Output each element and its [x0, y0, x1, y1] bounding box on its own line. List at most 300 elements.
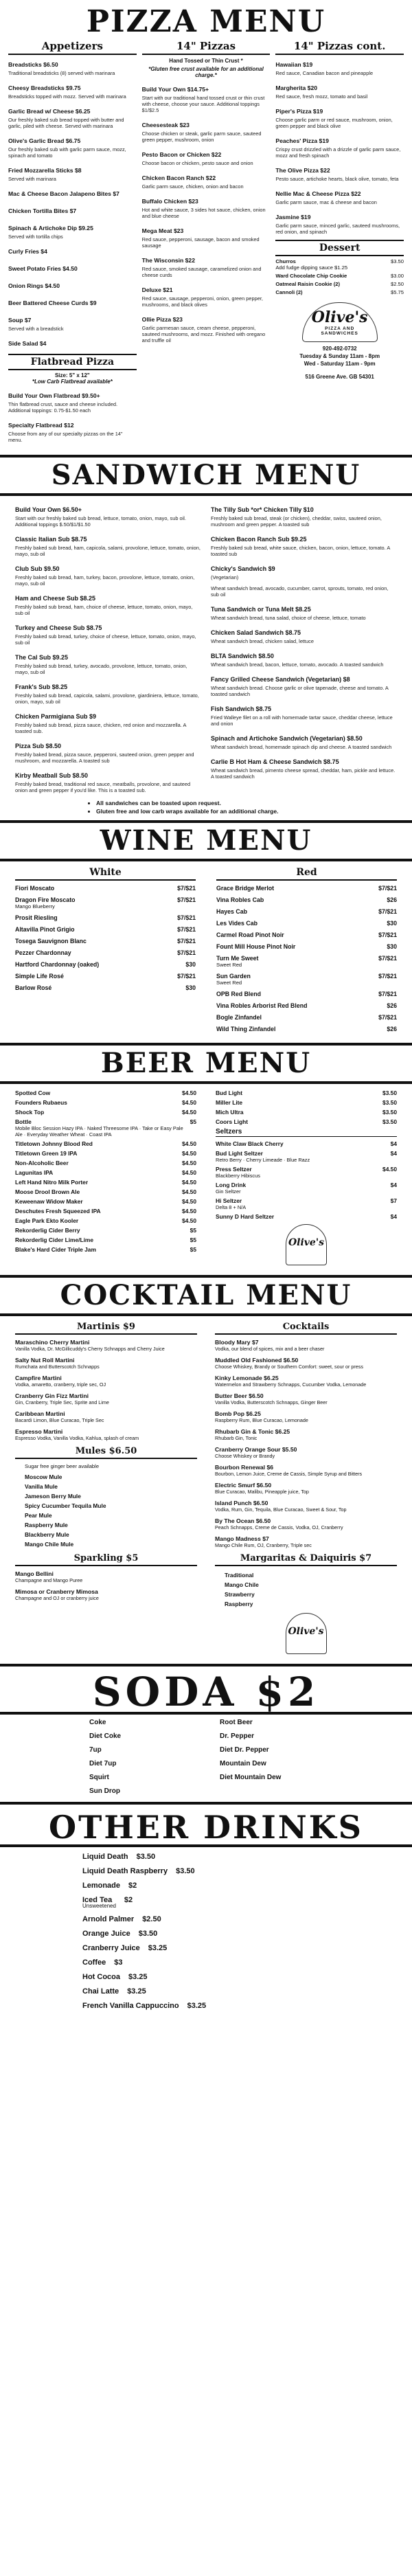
red-wine-name: Sun Garden Sweet Red [216, 973, 251, 986]
sandwich-item [15, 591, 201, 616]
sandwich-item-desc: Freshly baked sub bread, turkey, choice of cheese, lettuce, tomato, onion, mayo, sub oil [15, 633, 196, 646]
sandwich-item-name: The Tilly Sub *or* Chicken Tilly [211, 506, 302, 513]
pizza-item-line [142, 224, 271, 236]
appetizer-item-price: $9.75 [64, 84, 81, 91]
white-wine-name: Pezzer Chardonnay [15, 949, 71, 956]
seltzer-name: Press Seltzer Blackberry Hibiscus [216, 1166, 260, 1179]
pizza-cont-item-line [275, 163, 404, 176]
pizza-item-price: $22 [183, 257, 195, 264]
red-wine-item [216, 955, 397, 968]
martini-desc: Rumchata and Butterscotch Schnapps [15, 1364, 100, 1370]
soda-item [220, 1787, 323, 1795]
other-drink-item [82, 1930, 330, 1938]
martini-item [15, 1339, 197, 1352]
appetizer-item-price: $7 [111, 190, 119, 197]
dessert-name: Oatmeal Raisin Cookie (2) [275, 281, 341, 287]
sandwich-item-line [211, 503, 397, 515]
dessert-price: $3.50 [391, 258, 404, 264]
other-drink-item [82, 1958, 330, 1967]
beer-price: $4.50 [182, 1140, 196, 1147]
pizza-cont-item-name: Jasmine [275, 214, 299, 221]
white-wine-price: $30 [185, 961, 196, 968]
sandwich-item-line [211, 532, 397, 545]
pizza-cont-item-desc: Red sauce, Canadian bacon and pineapple [275, 70, 374, 76]
seltzer-item [216, 1150, 397, 1163]
appetizer-item-desc: Our freshly baked sub with garlic parm sauce, mozz, spinach and tomato [8, 146, 126, 159]
sandwich-item-desc: Wheat sandwich bread, homemade spinach dip and cheese. A toasted sandwich [211, 744, 392, 750]
red-wine-name: OPB Red Blend [216, 991, 262, 997]
pizza-item-line [142, 313, 271, 325]
pizza-section [0, 40, 412, 448]
white-wine-price: $30 [185, 984, 196, 991]
appetizers-column [8, 40, 137, 448]
flatbread-item-price: $12 [62, 422, 74, 429]
appetizer-item-line [8, 296, 137, 308]
appetizer-item [8, 204, 137, 216]
sandwich-item-line [15, 503, 201, 515]
pizza-item-desc: Red sauce, pepperoni, sausage, bacon and smoked sausage [141, 236, 260, 249]
cocktail-item [215, 1339, 397, 1352]
white-wine-price: $7/$21 [177, 938, 196, 945]
martini-name: Maraschino Cherry Martini [15, 1339, 90, 1346]
red-wine-item [216, 908, 397, 915]
pizza-item-desc: Red sauce, sausage, pepperoni, onion, green pepper, mushrooms, and black olives [141, 295, 263, 308]
logo-subtext: PIZZA AND SANDWICHES [321, 326, 358, 336]
red-wine-name: Les Vides Cab [216, 920, 258, 927]
mule-item: Mango Chile Mule [25, 1541, 74, 1548]
pizza-cont-item-desc: Pesto sauce, artichoke hearts, black olive, tomato, feta [275, 176, 399, 182]
sandwich-item-desc: Freshly baked sub bread, white sauce, chicken, bacon, onion, lettuce, tomato. A toasted sub [211, 545, 390, 557]
pizza-cont-item-desc: Garlic parm sauce, mac & cheese and bacon [275, 199, 377, 205]
martini-desc: Espresso Vodka, Vanilla Vodka, Kahlua, splash of cream [15, 1435, 139, 1441]
other-drinks-section [0, 1847, 412, 2022]
appetizer-item-price: $4 [38, 248, 47, 255]
flatbread-item [8, 389, 137, 414]
appetizer-item [8, 262, 137, 274]
martini-name: Cranberry Gin Fizz Martini [15, 1392, 89, 1399]
mules-heading: Mules $6.50 [15, 1446, 197, 1459]
sandwich-item [211, 562, 397, 580]
sandwich-item-desc: Start with our freshly baked sub bread, lettuce, tomato, onion, mayo, sub oil. Additional toppings $.50/$1/$1.50 [15, 515, 186, 528]
red-wine-item [216, 885, 397, 892]
sandwich-item-desc: Freshly baked sub bread, turkey, avocado, provolone, lettuce, tomato, onion, mayo, sub oil [15, 663, 187, 675]
beer-name: Left Hand Nitro Milk Porter [15, 1179, 89, 1186]
white-wine-heading: White [15, 867, 196, 881]
pizza-cont-item-price: $19 [301, 61, 313, 68]
seltzer-sub: Gin Seltzer [216, 1188, 241, 1195]
sandwich-item-name: Pizza Sub [15, 743, 45, 749]
pizza-cont-item-line [275, 104, 404, 117]
white-wine-price: $7/$21 [177, 973, 196, 980]
seltzer-price: $4 [390, 1150, 397, 1157]
beer-item [15, 1208, 196, 1214]
other-drink-price: $3.25 [187, 2002, 207, 2010]
margarita-item: Raspberry [225, 1601, 253, 1607]
sandwich-item [211, 732, 397, 750]
cocktail-banner: COCKTAIL MENU [0, 1275, 412, 1316]
appetizer-item [8, 81, 137, 100]
sandwich-item-price: $8.75 [69, 536, 87, 543]
cocktail-desc: Blue Curacao, Malibu, Pineapple juice, Top [215, 1489, 309, 1495]
cocktail-desc: Vanilla Vodka, Butterscotch Schnapps, Ginger Beer [215, 1399, 328, 1405]
dessert-heading: Dessert [275, 240, 404, 256]
beer-price: $4.50 [182, 1089, 196, 1096]
other-drink-item [82, 1853, 330, 1861]
other-drink-item [82, 1896, 330, 1909]
sandwich-item-name: Turkey and Cheese Sub [15, 624, 85, 631]
sandwich-item-desc: Wheat sandwich bread, pimento cheese spread, cheddar, ham, pickle and lettuce. A toasted sandwich [211, 767, 396, 780]
appetizer-item-desc: Served with marinara [8, 176, 56, 182]
beer-price: $4.50 [182, 1160, 196, 1166]
pizza-item-desc: Start with our traditional hand tossed crust or thin crust with cheese, choose your sauce. Additional toppings $1/$2.5 [141, 95, 265, 113]
pizza-item [142, 313, 271, 343]
cocktail-desc: Bourbon, Lemon Juice, Creme de Cassis, Simple Syrup and Bitters [215, 1471, 363, 1477]
appetizer-item-line [8, 163, 137, 176]
pizza-item-price: $22 [204, 174, 216, 181]
white-wine-price: $7/$21 [177, 949, 196, 956]
sandwich-item-price: $9 [266, 565, 275, 572]
seltzers-heading: Seltzers [216, 1128, 397, 1137]
beer-item [15, 1099, 196, 1106]
flatbread-item [8, 418, 137, 443]
phone: 920-492-0732 [322, 346, 357, 352]
red-wine-name: Vina Robles Arborist Red Blend [216, 1002, 308, 1009]
sandwich-item-line [211, 562, 397, 574]
sandwich-item-name: Chicken Bacon Ranch Sub [211, 536, 290, 543]
beer-name: Titletown Green 19 IPA [15, 1150, 78, 1157]
pizza-cont-item [275, 187, 404, 205]
red-wine-price: $26 [387, 896, 397, 903]
white-wine-name: Prosit Riesling [15, 914, 58, 921]
sandwich-item-price: $8.75 [284, 629, 301, 636]
appetizer-item-price: $6.25 [73, 108, 91, 115]
beer-name: Moose Drool Brown Ale [15, 1188, 80, 1195]
domestic-beer-price: $3.50 [382, 1109, 397, 1116]
martini-desc: Bacardi Limon, Blue Curacao, Triple Sec [15, 1417, 104, 1423]
mule-item: Raspberry Mule [25, 1522, 68, 1528]
beer-item [15, 1150, 196, 1157]
cocktail-name: Mango Madness $7 [215, 1535, 269, 1542]
white-wine-item [15, 949, 196, 956]
cocktail-desc: Watermelon and Strawberry Schnapps, Cucumber Vodka, Lemonade [215, 1381, 367, 1388]
seltzer-item [216, 1166, 397, 1179]
appetizer-item-name: Chicken Tortilla Bites [8, 207, 69, 214]
martini-item [15, 1428, 197, 1441]
martini-name: Campfire Martini [15, 1375, 62, 1381]
pizza-cont-item-name: The Olive Pizza [275, 167, 319, 174]
pizza-item-desc: Red sauce, smoked sausage, caramelized onion and cheese curds [141, 266, 262, 278]
sandwich-banner: SANDWICH MENU [0, 455, 412, 496]
sandwich-item [15, 769, 201, 793]
other-drink-name: Orange Juice [82, 1930, 130, 1938]
white-wine-name: Hartford Chardonnay (oaked) [15, 961, 100, 968]
beer-price: $5 [190, 1227, 196, 1234]
pizza-cont-item-desc: Red sauce, fresh mozz, tomato and basil [275, 93, 368, 100]
sparkling-heading: Sparkling $5 [15, 1553, 197, 1566]
martinis-heading: Martinis $9 [15, 1322, 197, 1335]
cocktail-desc: Raspberry Rum, Blue Curacao, Lemonade [215, 1417, 308, 1423]
appetizer-item-line [8, 279, 137, 291]
pizza-item-name: Cheesesteak [141, 122, 179, 128]
red-wine-item [216, 973, 397, 986]
sandwich-item-desc: Wheat sandwich bread, tuna salad, choice of cheese, lettuce, tomato [211, 615, 366, 621]
pizza-item-price: $22 [209, 151, 222, 158]
seltzer-sub: Blackberry Hibiscus [216, 1173, 260, 1179]
cocktail-item [215, 1517, 397, 1530]
seltzer-sub: Delta 8 + N/A [216, 1204, 247, 1210]
seltzer-price: $7 [390, 1197, 397, 1204]
beer-price: $5 [190, 1246, 196, 1253]
appetizer-item [8, 337, 137, 349]
white-wine-price: $7/$21 [177, 896, 196, 903]
appetizer-item-line [8, 337, 137, 349]
flatbread-item-name: Build Your Own Flatbread [8, 392, 80, 399]
beer-price: $4.50 [182, 1217, 196, 1224]
appetizer-item-name: Sweet Potato Fries [8, 265, 61, 272]
pizzas-cont-column [275, 40, 404, 448]
pizza-cont-item-price: $20 [306, 84, 318, 91]
seltzer-name: Long Drink Gin Seltzer [216, 1182, 247, 1195]
appetizer-item [8, 163, 137, 182]
other-drink-price: $3 [114, 1958, 123, 1967]
sandwich-item-line [15, 769, 201, 781]
appetizer-item-price: $4.50 [60, 265, 78, 272]
pizza-item-price: $23 [171, 316, 183, 323]
red-wine-name: Grace Bridge Merlot [216, 885, 275, 892]
martini-name: Salty Nut Roll Martini [15, 1357, 75, 1364]
soda-item: Root Beer [220, 1719, 253, 1726]
appetizer-item-line [8, 187, 137, 199]
red-wine-name: Vina Robles Cab [216, 896, 264, 903]
red-wine-price: $7/$21 [378, 931, 397, 938]
pizza-cont-item [275, 81, 404, 100]
sandwich-item [15, 710, 201, 734]
beer-name: Rekorderlig Cider Berry [15, 1227, 80, 1234]
sandwich-item-desc: (Vegetarian) [211, 574, 239, 580]
sandwich-item-price: $8.75 [84, 624, 102, 631]
sandwich-item-desc: Wheat sandwich bread, bacon, lettuce, tomato, avocado. A toasted sandwich [211, 662, 384, 668]
pizza-item [142, 171, 271, 190]
pizza-cont-item-price: $19 [317, 137, 329, 144]
appetizer-item-desc: Served with a breadstick [8, 326, 64, 332]
red-wine-price: $7/$21 [378, 955, 397, 962]
beer-sub: Mobile Bloc Session Hazy IPA · Naked Threesome IPA · Take or Easy Pale Ale · Everyday Weather Wheat · Coast IPA [15, 1125, 183, 1138]
wine-section [0, 861, 412, 1043]
cocktail-desc: Vodka, our blend of spices, mix and a beer chaser [215, 1346, 325, 1352]
sandwich-item-price: $8 [341, 676, 350, 683]
domestic-beer-name: Mich Ultra [216, 1109, 244, 1116]
other-drink-name: Coffee [82, 1958, 106, 1967]
pizza-item-line [142, 82, 271, 95]
flatbread-size: Size: 5" x 12" [54, 372, 90, 379]
other-drink-item [82, 1867, 330, 1875]
beer-name: Rekorderlig Cider Lime/Lime [15, 1236, 94, 1243]
red-wine-sub: Sweet Red [216, 962, 242, 968]
pizza-cont-item-name: Hawaiian [275, 61, 301, 68]
appetizer-item-price: $6.75 [64, 137, 81, 144]
mule-item: Moscow Mule [25, 1473, 62, 1480]
beer-price: $5 [190, 1118, 196, 1125]
pizzas-heading: 14" Pizzas [142, 40, 271, 55]
sandwich-item-line [211, 702, 397, 714]
sandwich-item-desc: Freshly baked bread, traditional red sauce, meatballs, provolone, and sauteed onion and green pepper if you'd like. This is a toasted sub. [15, 781, 191, 793]
sandwich-item [211, 503, 397, 528]
sandwich-item-price: $8.50 [44, 743, 62, 749]
other-drink-price: $3.50 [136, 1853, 156, 1861]
appetizer-item [8, 187, 137, 199]
logo-text: Olive's [311, 308, 368, 326]
red-wine-price: $7/$21 [378, 908, 397, 915]
domestic-beer-price: $3.50 [382, 1118, 397, 1125]
flatbread-item-name: Specialty Flatbread [8, 422, 62, 429]
appetizer-item-price: $9.25 [76, 225, 93, 231]
sandwich-item-line [15, 562, 201, 574]
sandwich-item-desc: Freshly baked sub bread, capicola, salami, provolone, giardiniera, lettuce, tomato, onion, mayo, sub oil [15, 692, 199, 705]
sandwich-item-desc: Freshly baked sub bread, ham, choice of cheese, lettuce, tomato, onion, mayo, sub oil [15, 604, 193, 616]
appetizer-item-name: Soup [8, 317, 23, 324]
white-wine-name: Barlow Rosé [15, 984, 52, 991]
appetizer-item-line [8, 204, 137, 216]
white-wine-name: Dragon Fire Moscato Mango Blueberry [15, 896, 76, 909]
sandwich-item-price: $8.25 [293, 606, 311, 613]
martini-item [15, 1392, 197, 1405]
soda-item: Diet Mountain Dew [220, 1774, 282, 1781]
pizza-item-name: Mega Meat [141, 227, 172, 234]
seltzer-item [216, 1182, 397, 1195]
red-wine-price: $26 [387, 1002, 397, 1009]
margarita-item: Strawberry [225, 1591, 255, 1598]
flatbread-item-price: $9.50+ [80, 392, 100, 399]
beer-name: Non-Alcoholic Beer [15, 1160, 69, 1166]
pizza-item-price: $14.75+ [185, 86, 209, 93]
soda-item: Diet 7up [89, 1760, 117, 1767]
appetizer-item-line [8, 81, 137, 93]
beer-item [15, 1236, 196, 1243]
seltzer-name: Hi Seltzer Delta 8 + N/A [216, 1197, 247, 1210]
contact-info [275, 345, 404, 381]
sandwich-item-name: Kirby Meatball Sub [15, 772, 71, 779]
sandwich-item-desc: Freshly baked sub bread, ham, capicola, salami, provolone, lettuce, tomato, onion, mayo, sub oil [15, 545, 201, 557]
pizza-item-desc: Garlic parmesan sauce, cream cheese, pepperoni, sauteed mushrooms, and mozz. Finished with oregano and truffle oil [141, 325, 266, 343]
sandwich-item [15, 562, 201, 587]
beer-price: $4.50 [182, 1179, 196, 1186]
pizza-cont-item-price: $22 [318, 167, 330, 174]
sandwich-item-name: Classic Italian Sub [15, 536, 70, 543]
appetizer-item-price: $7 [23, 317, 32, 324]
pizza-item-line [142, 171, 271, 183]
pizza-item-price: $23 [187, 198, 198, 205]
cocktails-heading: Cocktails [215, 1322, 397, 1335]
dessert-price: $2.50 [391, 281, 404, 287]
appetizer-item-line [8, 58, 137, 70]
white-wine-sub: Mango Blueberry [15, 903, 55, 909]
pizza-item-name: Chicken Bacon Ranch [141, 174, 205, 181]
beer-item [15, 1246, 196, 1253]
pizza-item-line [142, 118, 271, 131]
pizza-item-price: $23 [172, 227, 184, 234]
sandwich-item [15, 680, 201, 705]
pizza-cont-item-desc: Garlic parm sauce, minced garlic, sauteed mushrooms, red onion, and spinach [275, 223, 400, 235]
sandwich-item-name: Frank's Sub [15, 683, 51, 690]
mule-item: Jameson Berry Mule [25, 1493, 81, 1500]
appetizer-item-name: Breadsticks [8, 61, 42, 68]
flatbread-heading: Flatbread Pizza [8, 354, 137, 370]
seltzer-name: White Claw Black Cherry [216, 1140, 284, 1147]
soda-item: Diet Coke [89, 1732, 122, 1740]
martini-item [15, 1375, 197, 1388]
flatbread-note: *Low Carb Flatbread available* [32, 379, 113, 385]
pizza-cont-item [275, 134, 404, 159]
sandwich-item [211, 585, 397, 598]
seltzer-price: $4 [390, 1213, 397, 1220]
flatbread-item-line [8, 418, 137, 431]
other-drink-name: Lemonade [82, 1882, 121, 1890]
sandwich-item-name: Ham and Cheese Sub [15, 595, 79, 602]
beer-price: $4.50 [182, 1188, 196, 1195]
other-drink-price: $2 [124, 1896, 133, 1904]
appetizer-item [8, 296, 137, 308]
sandwich-item [211, 755, 397, 780]
pizza-cont-item-line [275, 187, 404, 199]
beer-item [15, 1227, 196, 1234]
appetizer-item-name: Cheesy Breadsticks [8, 84, 65, 91]
seltzer-sub: Retro Berry · Cherry Limeade · Blue Razz [216, 1157, 310, 1163]
mule-item: Blackberry Mule [25, 1531, 69, 1538]
sandwich-item-price: $8.50 [71, 772, 89, 779]
red-wine-sub: Sweet Red [216, 980, 242, 986]
red-wine-item [216, 1026, 397, 1032]
sparkling-name: Mimosa or Cranberry Mimosa [15, 1588, 98, 1595]
flatbread-item-desc: Choose from any of our specialty pizzas on the 14" menu. [8, 431, 123, 443]
beer-banner: BEER MENU [0, 1043, 412, 1084]
sandwich-item-name: Chicken Salad Sandwich [211, 629, 284, 636]
sandwich-note: • Gluten free and low carb wraps available for an additional charge. [96, 808, 316, 815]
pizza-cont-item-name: Piper's Pizza [275, 108, 312, 115]
sandwich-item-desc: Freshly baked sub bread, ham, turkey, bacon, provolone, lettuce, tomato, onion, mayo, sub oil [15, 574, 195, 587]
white-wine-item [15, 914, 196, 921]
pizza-item-name: Pesto Bacon or Chicken [141, 151, 210, 158]
red-wine-item [216, 896, 397, 903]
pizza-banner: PIZZA MENU [86, 4, 326, 39]
appetizer-item-name: Onion Rings [8, 282, 44, 289]
soda-item: Sun Drop [89, 1787, 120, 1795]
other-drink-name: Iced Tea Unsweetened [82, 1896, 116, 1909]
other-drink-name: Liquid Death Raspberry [82, 1867, 168, 1875]
cocktail-item [215, 1357, 397, 1370]
pizza-item [142, 283, 271, 308]
sandwich-item-desc: Wheat sandwich bread, chicken salad, lettuce [211, 638, 314, 644]
seltzer-name: Sunny D Hard Seltzer [216, 1213, 275, 1220]
red-wine-price: $7/$21 [378, 991, 397, 997]
olives-small-logo: Olive's [286, 1224, 327, 1265]
sandwich-item-line [15, 651, 201, 663]
cocktail-desc: Mango Chile Rum, OJ, Cranberry, Triple sec [215, 1542, 312, 1548]
pizza-cont-item-price: $19 [299, 214, 311, 221]
appetizer-item-price: $8 [73, 167, 82, 174]
appetizer-item-name: Mac & Cheese Bacon Jalapeno Bites [8, 190, 111, 197]
seltzer-price: $4.50 [382, 1166, 397, 1173]
soda-item: Dr. Pepper [220, 1732, 255, 1740]
pizza-item [142, 118, 271, 143]
pizza-item [142, 82, 271, 113]
appetizer-item-price: $4 [38, 340, 47, 347]
beer-name: Deschutes Fresh Squeezed IPA [15, 1208, 101, 1214]
appetizer-item [8, 279, 137, 291]
sandwich-item-price: $8.50 [345, 735, 363, 742]
mules-note: Sugar free ginger beer available [25, 1463, 100, 1469]
appetizer-item [8, 245, 137, 257]
sandwich-item-line [211, 602, 397, 615]
